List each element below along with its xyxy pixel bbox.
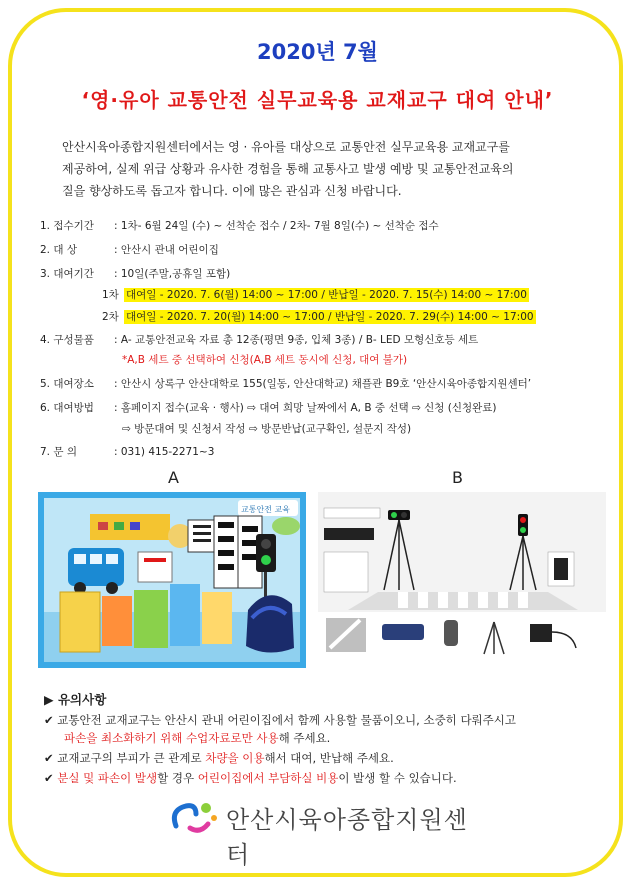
- photo-label-b: B: [452, 468, 463, 487]
- notice-line-1: ✔ 교통안전 교재교구는 안산시 관내 어린이집에서 함께 사용할 물품이오니, 소중히 다뤄주시고: [44, 713, 516, 727]
- intro-line: 제공하여, 실제 위급 상황과 유사한 경험을 통해 교통사고 발생 예방 및 교통안전교육의: [62, 162, 514, 176]
- detail-items-note: *A,B 세트 중 선택하여 신청(A,B 세트 동시에 신청, 대여 불가): [122, 354, 408, 366]
- set-a-banner: 교통안전 교육: [241, 505, 290, 514]
- detail-round-2: 2차 대여일 - 2020. 7. 20(월) 14:00 ~ 17:00 / 반납일 - 2020. 7. 29(수) 14:00 ~ 17:00: [102, 311, 534, 323]
- org-logo-icon: [170, 796, 218, 836]
- org-logo: [170, 796, 490, 869]
- notice-line-1b: 파손을 최소화하기 위해 수업자료로만 사용해 주세요.: [64, 731, 331, 745]
- notice-line-2: ✔ 교재교구의 부피가 큰 관계로 차량을 이용해서 대여, 반납해 주세요.: [44, 751, 394, 765]
- title-month: 2020년 7월: [257, 40, 378, 64]
- detail-item-rental-period: 3. 대여기간 : 10일(주말,공휴일 포함): [40, 268, 231, 280]
- photo-set-a: [38, 492, 306, 668]
- detail-round-1: 1차 대여일 - 2020. 7. 6(월) 14:00 ~ 17:00 / 반납일 - 2020. 7. 15(수) 14:00 ~ 17:00: [102, 289, 527, 301]
- notice-heading: ▶ 유의사항: [44, 692, 107, 707]
- detail-item-period: 1. 접수기간 : 1차- 6월 24일 (수) ~ 선착순 접수 / 2차- 7월 8일(수) ~ 선착순 접수: [40, 220, 439, 232]
- intro-line: 안산시육아종합지원센터에서는 영 · 유아를 대상으로 교통안전 실무교육용 교재교구를: [62, 140, 510, 154]
- photo-set-b: [318, 492, 606, 668]
- set-a-illustration: [38, 492, 306, 668]
- round-2-dates: 대여일 - 2020. 7. 20(월) 14:00 ~ 17:00 / 반납일 - 2020. 7. 29(수) 14:00 ~ 17:00: [126, 311, 534, 323]
- detail-item-location: 5. 대여장소 : 안산시 상록구 안산대학로 155(일동, 안산대학교) 채플관 B9호 ‘안산시육아종합지원센터’: [40, 378, 532, 390]
- set-b-illustration: [318, 492, 606, 668]
- round-1-dates: 대여일 - 2020. 7. 6(월) 14:00 ~ 17:00 / 반납일 - 2020. 7. 15(수) 14:00 ~ 17:00: [126, 289, 527, 301]
- detail-item-target: 2. 대 상 : 안산시 관내 어린이집: [40, 244, 219, 256]
- intro-line: 질을 향상하도록 돕고자 합니다. 이에 많은 관심과 신청 바랍니다.: [62, 184, 402, 198]
- org-name: 안산시육아종합지원센터: [226, 806, 468, 869]
- notice-line-3: ✔ 분실 및 파손이 발생할 경우 어린이집에서 부담하실 비용이 발생 할 수 있습니다.: [44, 771, 457, 785]
- detail-item-items: 4. 구성물품 : A- 교통안전교육 자료 총 12종(평면 9종, 입체 3종) / B- LED 모형신호등 세트: [40, 334, 479, 346]
- title-main: ‘영·유아 교통안전 실무교육용 교재교구 대여 안내’: [81, 88, 554, 112]
- intro-paragraph: [62, 136, 582, 202]
- detail-item-method-2: ⇨ 방문대여 및 신청서 작성 ⇨ 방문반납(교구확인, 설문지 작성): [122, 423, 412, 435]
- detail-item-contact: 7. 문 의 : 031) 415-2271~3: [40, 446, 215, 458]
- photo-label-a: A: [168, 468, 179, 487]
- detail-item-method: 6. 대여방법 : 홈페이지 접수(교육 · 행사) ⇨ 대여 희망 날짜에서 A, B 중 선택 ⇨ 신청 (신청완료): [40, 402, 497, 414]
